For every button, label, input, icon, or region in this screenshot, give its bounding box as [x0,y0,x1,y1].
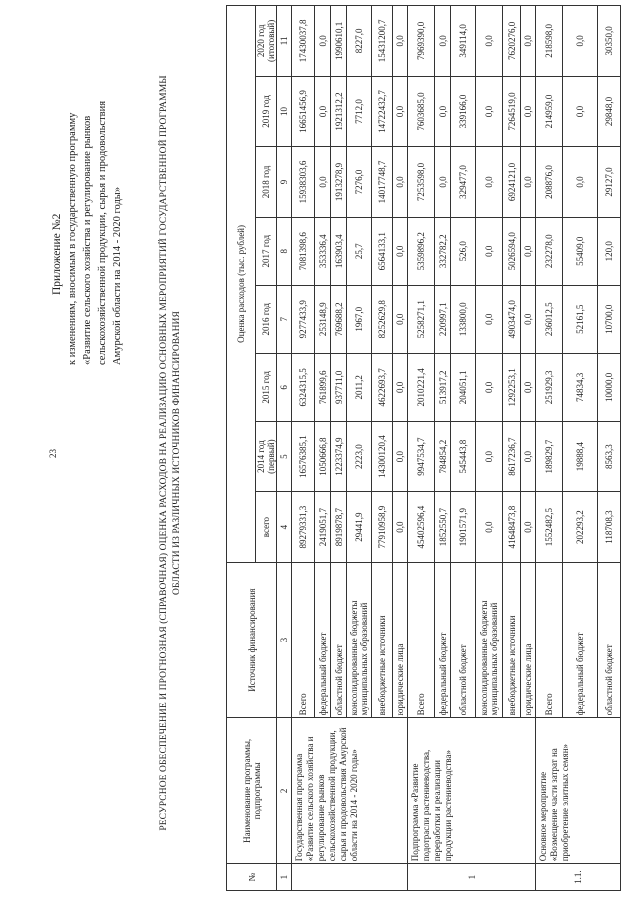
header-year: 2015 год [256,353,277,421]
amount-cell: 332782,2 [435,217,451,285]
funding-source: Всего [292,562,315,718]
amount-cell: 0,0 [476,147,503,217]
amount-cell: 0,0 [435,147,451,217]
amount-cell: 7264519,0 [503,76,521,146]
amount-cell: 163903,4 [331,217,347,285]
amount-cell: 1050666,8 [315,421,331,491]
header-source: Источник финансирования [227,562,277,718]
amount-cell: 0,0 [393,147,408,217]
amount-cell: 0,0 [393,6,408,77]
amount-cell: 236012,5 [536,285,563,353]
header-estimate: Оценка расходов (тыс. рублей) [227,6,256,563]
table-row [292,6,315,891]
amount-cell: 55409,0 [563,217,598,285]
amount-cell: 7712,0 [347,76,372,146]
amount-cell: 133800,0 [451,285,476,353]
table-body [292,6,621,891]
amount-cell: 0,0 [476,217,503,285]
amount-cell: 0,0 [521,147,536,217]
col-number: 10 [277,76,292,146]
header-year: 2020 год (итоговый) [256,6,277,77]
funding-source: областной бюджет [451,562,476,718]
amount-cell: 15938303,6 [292,147,315,217]
amount-cell: 220997,1 [435,285,451,353]
amount-cell: 1913278,9 [331,147,347,217]
amount-cell: 10000,0 [598,353,621,421]
amount-cell: 339166,0 [451,76,476,146]
header-total: всего [256,492,277,562]
amount-cell: 74834,3 [563,353,598,421]
amount-cell: 29848,0 [598,76,621,146]
amount-cell: 202293,2 [563,492,598,562]
amount-cell: 1990610,1 [331,6,347,77]
col-number: 9 [277,147,292,217]
amount-cell: 7081398,6 [292,217,315,285]
amount-cell: 77910958,9 [372,492,393,562]
amount-cell: 1852550,7 [435,492,451,562]
amount-cell: 7969390,0 [408,6,435,77]
header-year: 2016 год [256,285,277,353]
col-number: 3 [277,562,292,718]
header-year: 2017 год [256,217,277,285]
amount-cell: 15431200,7 [372,6,393,77]
amount-cell: 29127,0 [598,147,621,217]
amount-cell: 329477,0 [451,147,476,217]
amount-cell: 0,0 [315,6,331,77]
amount-cell: 1292253,1 [503,353,521,421]
heading-line: РЕСУРСНОЕ ОБЕСПЕЧЕНИЕ И ПРОГНОЗНАЯ (СПРАВОЧНАЯ) ОЦЕНКА РАСХОДОВ НА РЕАЛИЗАЦИЮ ОСНОВНЫХ МЕРОПРИЯТИЙ ГОСУДАРСТВЕННОЙ ПРОГРАММЫ [159,75,169,831]
amount-cell: 0,0 [393,217,408,285]
amount-cell: 0,0 [435,6,451,77]
amount-cell: 29441,9 [347,492,372,562]
amount-cell: 0,0 [563,76,598,146]
amount-cell: 0,0 [521,353,536,421]
funding-source: консолидированные бюджеты муниципальных образований [347,562,372,718]
amount-cell: 8227,0 [347,6,372,77]
amount-cell: 353336,4 [315,217,331,285]
amount-cell: 5258271,1 [408,285,435,353]
funding-source: федеральный бюджет [563,562,598,718]
col-number: 6 [277,353,292,421]
amount-cell: 1552482,5 [536,492,563,562]
program-name: Государственная программа «Развитие сельского хозяйства и регулирование рынков сельскохозяйственной продукции, сырья и продовольствия Амурской области на 2014 - 2020 годы» [292,718,408,864]
program-name: Основное мероприятие «Возмещение части затрат на приобретение элитных семян» [536,718,621,864]
header-no: № [227,864,277,891]
funding-source: консолидированные бюджеты муниципальных образований [476,562,503,718]
amount-cell: 0,0 [521,285,536,353]
amount-cell: 6564133,1 [372,217,393,285]
amount-cell: 6924121,0 [503,147,521,217]
amount-cell: 0,0 [393,285,408,353]
amount-cell: 2223,0 [347,421,372,491]
amount-cell: 8919878,7 [331,492,347,562]
amount-cell: 8563,3 [598,421,621,491]
amount-cell: 89279331,3 [292,492,315,562]
amount-cell: 6324315,5 [292,353,315,421]
heading-line: ОБЛАСТИ ИЗ РАЗЛИЧНЫХ ИСТОЧНИКОВ ФИНАНСИРОВАНИЯ [172,311,182,595]
amount-cell: 1901571,9 [451,492,476,562]
document-heading [158,13,184,893]
amount-cell: 232278,0 [536,217,563,285]
amount-cell: 10700,0 [598,285,621,353]
amount-cell: 2419051,7 [315,492,331,562]
amount-cell: 769688,2 [331,285,347,353]
funding-source: юридические лица [393,562,408,718]
amount-cell: 14017748,7 [372,147,393,217]
amount-cell: 0,0 [563,147,598,217]
header-year: 2018 год [256,147,277,217]
amount-cell: 204051,1 [451,353,476,421]
funding-source: Всего [536,562,563,718]
funding-source: внебюджетные источники [503,562,521,718]
amount-cell: 1967,0 [347,285,372,353]
amount-cell: 0,0 [521,217,536,285]
funding-source: внебюджетные источники [372,562,393,718]
amount-cell: 30350,0 [598,6,621,77]
appendix-line: Амурской области на 2014 - 2020 годы» [112,186,123,365]
funding-source: юридические лица [521,562,536,718]
amount-cell: 7603685,0 [408,76,435,146]
header-year: 2019 год [256,76,277,146]
appendix-line: «Развитие сельского хозяйства и регулирование рынков [82,115,93,365]
amount-cell: 9947534,7 [408,421,435,491]
amount-cell: 0,0 [393,76,408,146]
amount-cell: 4903474,0 [503,285,521,353]
amount-cell: 0,0 [393,353,408,421]
page-number: 23 [48,449,58,458]
amount-cell: 761899,6 [315,353,331,421]
amount-cell: 41648473,8 [503,492,521,562]
amount-cell: 52161,5 [563,285,598,353]
appendix-line: к изменениям, вносимым в государственную программу [67,112,78,365]
amount-cell: 5026594,0 [503,217,521,285]
amount-cell: 0,0 [315,76,331,146]
amount-cell: 784854,2 [435,421,451,491]
amount-cell: 0,0 [476,76,503,146]
amount-cell: 45402596,4 [408,492,435,562]
amount-cell: 0,0 [435,76,451,146]
amount-cell: 5359896,2 [408,217,435,285]
funding-source: федеральный бюджет [315,562,331,718]
amount-cell: 8617236,7 [503,421,521,491]
amount-cell: 937711,0 [331,353,347,421]
amount-cell: 0,0 [393,492,408,562]
funding-source: федеральный бюджет [435,562,451,718]
table-row [536,6,563,891]
amount-cell: 7620276,0 [503,6,521,77]
amount-cell: 14300120,4 [372,421,393,491]
amount-cell: 0,0 [476,421,503,491]
amount-cell: 0,0 [393,421,408,491]
amount-cell: 208876,0 [536,147,563,217]
amount-cell: 1921312,2 [331,76,347,146]
col-number: 7 [277,285,292,353]
amount-cell: 0,0 [476,353,503,421]
amount-cell: 0,0 [563,6,598,77]
header-year: 2014 год (первый) [256,421,277,491]
amount-cell: 7253598,0 [408,147,435,217]
amount-cell: 513917,2 [435,353,451,421]
col-number: 1 [277,864,292,891]
amount-cell: 545443,8 [451,421,476,491]
amount-cell: 0,0 [521,421,536,491]
amount-cell: 9277433,9 [292,285,315,353]
amount-cell: 0,0 [521,76,536,146]
amount-cell: 19888,4 [563,421,598,491]
amount-cell: 1223374,9 [331,421,347,491]
amount-cell: 120,0 [598,217,621,285]
row-number: 1.1. [536,864,621,891]
amount-cell: 218598,0 [536,6,563,77]
amount-cell: 118708,3 [598,492,621,562]
appendix-line: сельскохозяйственной продукции, сырья и продовольствия [97,100,108,365]
col-number: 5 [277,421,292,491]
column-numbers-row [277,6,292,891]
amount-cell: 0,0 [476,6,503,77]
amount-cell: 349114,0 [451,6,476,77]
col-number: 8 [277,217,292,285]
amount-cell: 0,0 [521,492,536,562]
amount-cell: 17430037,8 [292,6,315,77]
appendix-block [50,9,125,365]
col-number: 11 [277,6,292,77]
funding-source: Всего [408,562,435,718]
amount-cell: 214959,0 [536,76,563,146]
amount-cell: 25,7 [347,217,372,285]
amount-cell: 16651456,9 [292,76,315,146]
program-name: Подпрограмма «Развитие подотрасли растениеводства, переработки и реализации продукции растениеводства» [408,718,536,864]
appendix-title: Приложение №2 [51,213,63,295]
amount-cell: 7276,0 [347,147,372,217]
amount-cell: 0,0 [476,285,503,353]
funding-source: областной бюджет [598,562,621,718]
resource-table [226,5,621,891]
funding-source: областной бюджет [331,562,347,718]
amount-cell: 8252629,8 [372,285,393,353]
col-number: 4 [277,492,292,562]
amount-cell: 4622693,7 [372,353,393,421]
amount-cell: 526,0 [451,217,476,285]
row-number: 1 [408,864,536,891]
amount-cell: 189829,7 [536,421,563,491]
row-number [292,864,408,891]
amount-cell: 2011,2 [347,353,372,421]
amount-cell: 0,0 [476,492,503,562]
amount-cell: 251929,3 [536,353,563,421]
amount-cell: 2010221,4 [408,353,435,421]
amount-cell: 0,0 [315,147,331,217]
amount-cell: 14722432,7 [372,76,393,146]
table-row [408,6,435,891]
header-name: Наименование программы, подпрограммы [227,718,277,864]
amount-cell: 253148,9 [315,285,331,353]
amount-cell: 16576385,1 [292,421,315,491]
amount-cell: 0,0 [521,6,536,77]
col-number: 2 [277,718,292,864]
